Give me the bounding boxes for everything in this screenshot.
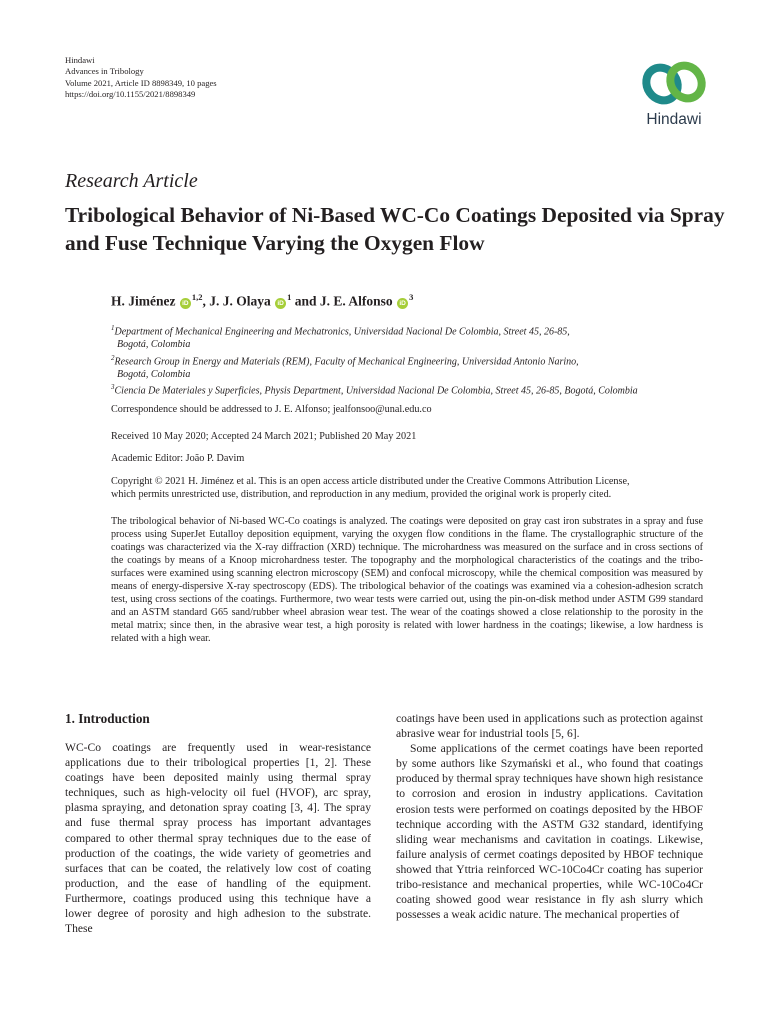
body-column-left xyxy=(65,740,371,936)
affiliation-continuation: Bogotá, Colombia xyxy=(117,339,191,351)
affiliation-text: Department of Mechanical Engineering and Mechatronics, Universidad Nacional De Colombia, Street 45, 26-85, xyxy=(114,326,570,338)
body-paragraph: Some applications of the cermet coatings have been reported by some authors like Szymański et al., who found that coatings produced by thermal spray techniques have shown high resistance to corrosion and erosion in industry applications. Cavitation erosion tests were performed on coatings deposited by the HBOF technique according with the ASTM G32 standard, identifying sliding wear mechanisms and cavitation in coatings. Likewise, failure analysis of cermet coatings deposited by HBOF technique showed that Yttria reinforced WC-10Co4Cr coating has superior tribo-resistance and mechanical properties, while WC-10Co4Cr coating showed good wear resistance in fly ash slurry which possesses a weak acidic nature. The mechanical properties of xyxy=(396,742,703,922)
section-heading-introduction: 1. Introduction xyxy=(65,711,150,726)
author-name[interactable]: H. Jiménez xyxy=(111,293,176,309)
publisher-name: Hindawi xyxy=(65,55,95,65)
affiliation-item xyxy=(111,381,638,397)
affiliation-text: Ciencia De Materiales y Superficies, Physis Department, Universidad Nacional De Colombia, Street 45, 26-85, Bogotá, Colombia xyxy=(114,385,638,397)
copyright-notice xyxy=(111,475,630,501)
author-affiliation-mark: 3 xyxy=(409,292,414,302)
body-paragraph: WC-Co coatings are frequently used in wear-resistance applications due to their tribological properties [1, 2]. These coatings have been deposited mainly using thermal spray techniques, such as high-velocity oil fuel (HVOF), arc spray, plasma spraying, and detonation spray coating [3, 4]. The spray and fuse thermal spray process has important advantages compared to other thermal spray techniques due to the ease of production of the coatings, the wide variety of geometries and surfaces that can be coated, the relatively low cost of coating production, and the ease of handling of the equipment. Furthermore, coatings produced using this technique have a lower degree of porosity and high adhesion to the substrate. These xyxy=(65,741,371,936)
copyright-line: Copyright © 2021 H. Jiménez et al. This is an open access article distributed under the Creative Commons Attribution License, xyxy=(111,476,630,487)
author-affiliation-mark: 1,2 xyxy=(191,292,203,302)
author-name[interactable]: J. E. Alfonso xyxy=(319,293,393,309)
author-separator: , xyxy=(202,293,210,309)
author-list xyxy=(111,292,413,310)
affiliation-text: Research Group in Energy and Materials (REM), Faculty of Mechanical Engineering, Universidad Antonio Narino, xyxy=(114,355,579,367)
journal-metadata xyxy=(65,55,217,101)
orcid-icon[interactable]: iD xyxy=(397,298,408,309)
publication-dates: Received 10 May 2020; Accepted 24 March 2021; Published 20 May 2021 xyxy=(111,431,417,442)
hindawi-rings-icon xyxy=(640,58,708,108)
affiliations xyxy=(111,322,638,397)
orcid-icon[interactable]: iD xyxy=(275,298,286,309)
body-paragraph: coatings have been used in applications such as protection against abrasive wear for industrial tools [5, 6]. xyxy=(396,712,703,741)
logo-wordmark: Hindawi xyxy=(646,111,702,128)
doi-link[interactable]: https://doi.org/10.1155/2021/8898349 xyxy=(65,89,196,100)
abstract-text: The tribological behavior of Ni-based WC-Co coatings is analyzed. The coatings were deposited on gray cast iron substrates in a spray and fuse process using SuperJet Eutalloy deposition equipment, varying the oxygen flow conditions in the flame. The crystallographic structure of the coatings was characterized via the X-ray diffraction (XRD) technique. The microhardness was measured on the surface and in cross sections of the coatings by means of a Knoop microhardness tester. The topography and the morphological characteristics of the coatings and the tribo-surfaces were examined using scanning electron microscopy (SEM) and confocal microscopy, while the chemical composition was measured by means of energy-dispersive X-ray spectroscopy (EDS). The tribological behavior of the coatings was examined via a cohesion-adhesion scratch test, using cross sections of the coatings. Furthermore, two wear tests were carried out, using the pin-on-disk method under ASTM G99 standard and an ASTM standard G65 sand/rubber wheel abrasion wear test. The wear of the coatings showed a close relationship to the porosity in the metal matrix; since then, in the abrasive wear test, a high porosity is related with lower hardness in the coatings; likewise, a low hardness is related with a high wear. xyxy=(111,516,703,645)
affiliation-continuation: Bogotá, Colombia xyxy=(117,368,191,380)
correspondence-note: Correspondence should be addressed to J. E. Alfonso; jealfonsoo@unal.edu.co xyxy=(111,404,432,415)
affiliation-number: 3 xyxy=(111,383,115,392)
article-title: Tribological Behavior of Ni-Based WC-Co Coatings Deposited via Spray and Fuse Technique Varying the Oxygen Flow xyxy=(65,203,725,255)
body-column-right xyxy=(396,711,703,922)
affiliation-number: 2 xyxy=(111,353,115,362)
author-affiliation-mark: 1 xyxy=(287,292,292,302)
orcid-icon[interactable]: iD xyxy=(180,298,191,309)
copyright-line: which permits unrestricted use, distribution, and reproduction in any medium, provided the original work is properly cited. xyxy=(111,489,612,501)
journal-name: Advances in Tribology xyxy=(65,66,144,77)
affiliation-number: 1 xyxy=(111,324,115,332)
affiliation-item xyxy=(111,352,638,368)
article-type: Research Article xyxy=(65,170,198,192)
hindawi-logo[interactable] xyxy=(636,58,712,134)
author-separator: and xyxy=(291,293,320,309)
academic-editor: Academic Editor: João P. Davim xyxy=(111,453,245,464)
affiliation-item xyxy=(111,322,638,338)
volume-info: Volume 2021, Article ID 8898349, 10 pages xyxy=(65,77,217,88)
author-name[interactable]: J. J. Olaya xyxy=(209,293,271,309)
